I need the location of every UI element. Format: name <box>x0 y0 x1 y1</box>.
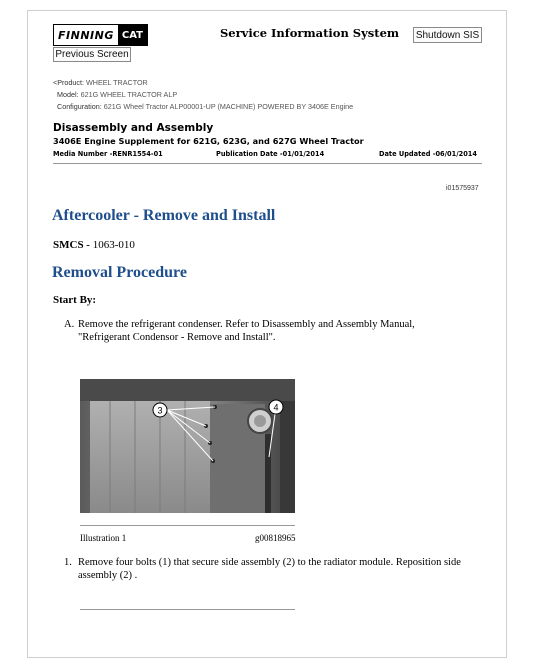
start-by-label: Start By: <box>53 294 97 306</box>
model-line <box>57 90 177 99</box>
shutdown-sis-button[interactable]: Shutdown SIS <box>413 27 482 43</box>
header-divider <box>53 163 482 164</box>
model-label: Model: <box>57 90 79 99</box>
illustration-id: g00818965 <box>255 533 296 543</box>
document-subheading: 3406E Engine Supplement for 621G, 623G, and 627G Wheel Tractor <box>53 136 364 146</box>
logo-cat: CAT <box>118 25 147 45</box>
media-number: Media Number -RENR1554-01 <box>53 150 163 158</box>
app-title: Service Information System <box>220 26 400 40</box>
product-line <box>53 78 148 87</box>
step-a-label: A. <box>64 319 75 330</box>
page-title: Aftercooler - Remove and Install <box>52 207 276 224</box>
step-a-text: Remove the refrigerant condenser. Refer to Disassembly and Assembly Manual, "Refrigerant Condensor - Remove and Install". <box>78 319 415 343</box>
date-updated: Date Updated -06/01/2014 <box>379 150 477 158</box>
section-title: Removal Procedure <box>52 264 187 281</box>
step-1-text: Remove four bolts (1) that secure side assembly (2) to the radiator module. Reposition side assembly (2) . <box>78 557 461 581</box>
previous-screen-button[interactable]: Previous Screen <box>53 47 131 62</box>
smcs-value: 1063-010 <box>92 239 135 251</box>
step-a <box>64 318 484 346</box>
model-value: 621G WHEEL TRACTOR ALP <box>80 90 178 99</box>
illustration-label: Illustration 1 <box>80 533 127 543</box>
step-1 <box>64 556 484 584</box>
callout-4-label: 4 <box>273 402 279 413</box>
smcs-label: SMCS - <box>53 239 90 251</box>
finning-cat-logo <box>53 24 148 46</box>
illustration-photo <box>80 379 295 513</box>
publication-date: Publication Date -01/01/2014 <box>216 150 325 158</box>
product-label: <Product: <box>53 78 84 87</box>
logo-finning: FINNING <box>54 25 118 45</box>
config-label: Configuration: <box>57 102 102 111</box>
document-id: i01575937 <box>446 185 479 192</box>
aftercooler-photo-graphic <box>80 379 295 513</box>
illustration-divider <box>80 525 295 526</box>
smcs-code <box>53 239 135 251</box>
next-illustration-divider <box>80 609 295 610</box>
step-1-label: 1. <box>64 557 72 568</box>
product-value: WHEEL TRACTOR <box>85 78 148 87</box>
config-value: 621G Wheel Tractor ALP00001-UP (MACHINE) POWERED BY 3406E Engine <box>103 102 354 111</box>
document-heading: Disassembly and Assembly <box>53 122 214 134</box>
configuration-line <box>57 102 353 111</box>
callout-3-label: 3 <box>157 405 163 416</box>
